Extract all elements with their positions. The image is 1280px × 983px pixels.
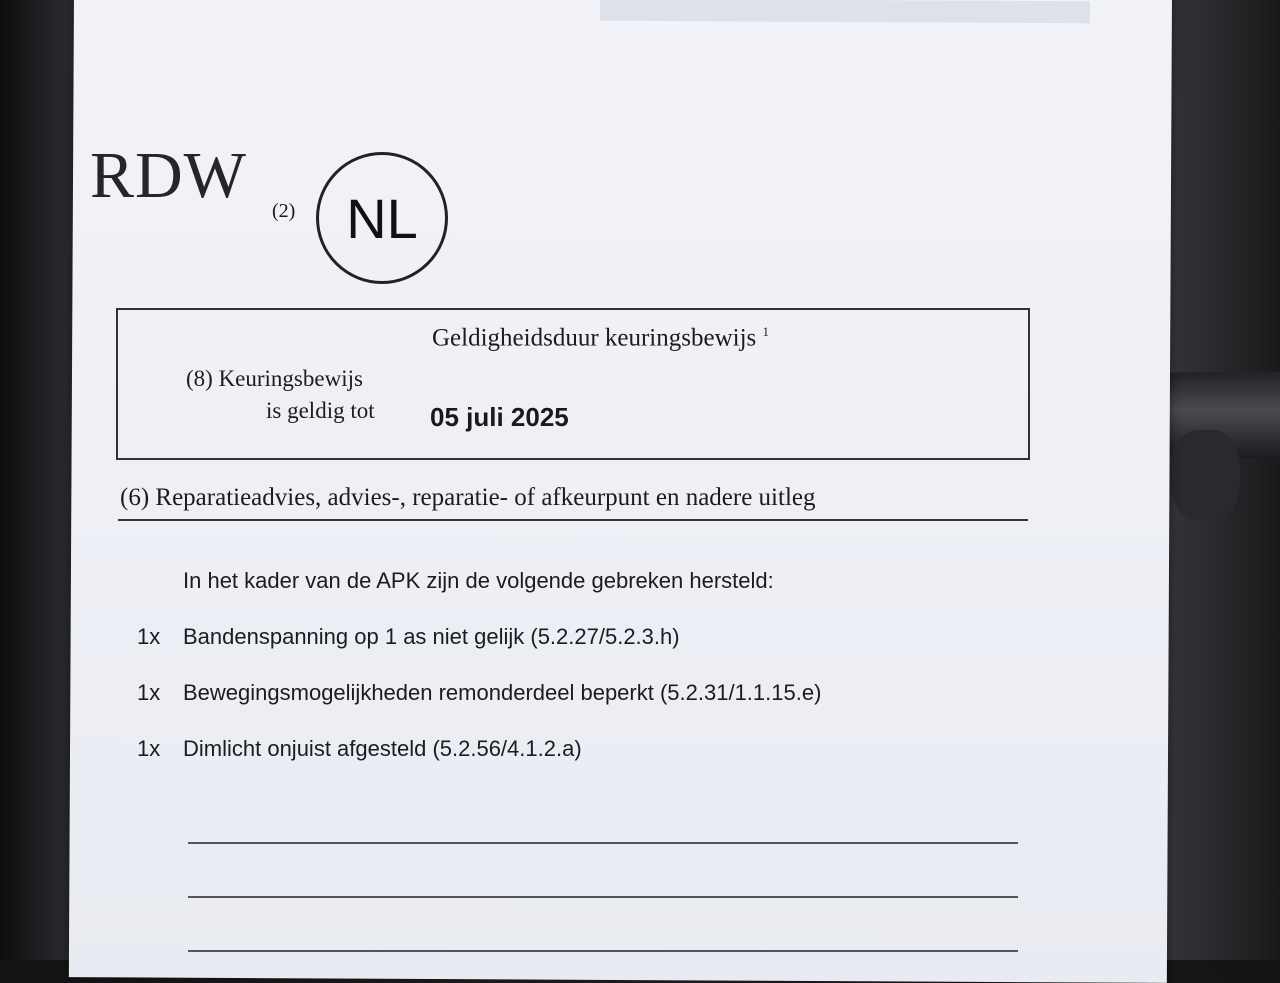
repair-item-text: Bandenspanning op 1 as niet gelijk (5.2.27/5.2.3.h) bbox=[183, 624, 680, 649]
repair-item-qty: 1x bbox=[137, 736, 161, 761]
repair-section-title: (6) Reparatieadvies, advies-, reparatie- of afkeurpunt en nadere uitleg bbox=[120, 484, 816, 511]
repair-item-qty: 1x bbox=[137, 624, 161, 649]
rdw-logo: RDW bbox=[90, 139, 247, 212]
paper-underlying-sheet bbox=[600, 0, 1090, 23]
validity-date: 05 juli 2025 bbox=[430, 402, 569, 432]
repair-item-text: Bewegingsmogelijkheden remonderdeel beperkt (5.2.31/1.1.15.e) bbox=[183, 680, 822, 705]
validity-label-line1: (8) Keuringsbewijs bbox=[186, 366, 363, 391]
blank-writing-line bbox=[188, 842, 1018, 844]
repair-item-qty: 1x bbox=[137, 680, 161, 705]
blank-writing-line bbox=[188, 950, 1018, 952]
stalk-control-ring bbox=[1170, 430, 1240, 520]
field-number-2: (2) bbox=[272, 200, 296, 222]
validity-label-line2: is geldig tot bbox=[266, 398, 375, 423]
country-code-badge bbox=[316, 152, 448, 284]
country-code-text: NL bbox=[346, 186, 418, 250]
repair-section-rule bbox=[118, 519, 1028, 521]
validity-title-text: Geldigheidsduur keuringsbewijs bbox=[432, 324, 757, 352]
validity-title-footnote: 1 bbox=[762, 324, 770, 339]
repair-intro: In het kader van de APK zijn de volgende gebreken hersteld: bbox=[183, 568, 774, 593]
blank-writing-line bbox=[188, 896, 1018, 898]
repair-item-text: Dimlicht onjuist afgesteld (5.2.56/4.1.2.a) bbox=[183, 736, 582, 761]
validity-title bbox=[432, 324, 769, 352]
